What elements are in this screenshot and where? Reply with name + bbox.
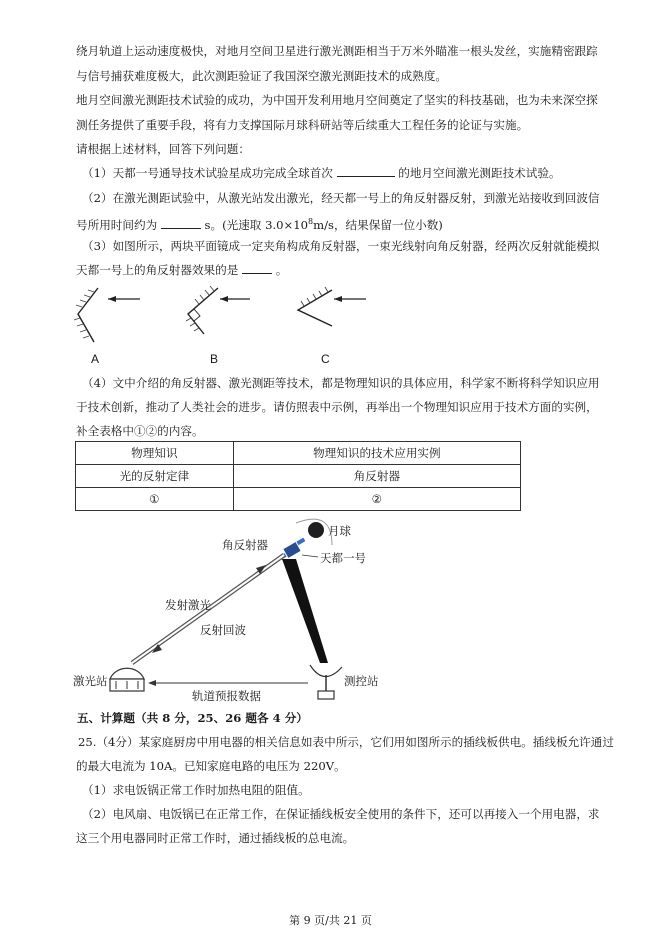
q25-line1: 25.（4分）某家庭厨房中用电器的相关信息如表中所示，它们用如图所示的插线板供电。插线板允许通过 bbox=[78, 735, 614, 749]
table-header-row bbox=[76, 442, 521, 465]
laser-station-icon bbox=[110, 668, 144, 691]
page-footer: 第 9 页/共 21 页 bbox=[289, 914, 372, 927]
emit-laser-label: 发射激光 bbox=[165, 598, 211, 612]
q25-sub1: （1）求电饭锅正常工作时加热电阻的阻值。 bbox=[82, 783, 310, 797]
table-header-cell: 物理知识的技术应用实例 bbox=[233, 442, 520, 465]
knowledge-table bbox=[75, 441, 521, 511]
option-c-diagram bbox=[298, 287, 366, 326]
table-cell: 角反射器 bbox=[233, 465, 520, 488]
q3-text-after: 。 bbox=[275, 263, 288, 277]
question-2-line1: （2）在激光测距试验中，从激光站发出激光，经天都一号上的角反射器反射，到激光站接收到回波信 bbox=[82, 191, 600, 205]
question-4-line2: 于技术创新，推动了人类社会的进步。请仿照表中示例，再举出一个物理知识应用于技术方面的实例， bbox=[76, 400, 598, 414]
control-station-label: 测控站 bbox=[344, 674, 379, 688]
table-cell-blank-2[interactable]: ② bbox=[233, 488, 520, 511]
satellite-label: 天都一号 bbox=[320, 551, 366, 565]
q3-text-before: 天都一号上的角反射器效果的是 bbox=[76, 263, 239, 277]
intro-p1-line1: 绕月轨道上运动速度极快，对地月空间卫星进行激光测距相当于万米外瞄准一根头发丝，实施精密跟踪 bbox=[76, 44, 598, 58]
q25-sub2-line2: 这三个用电器同时正常工作时，通过插线板的总电流。 bbox=[76, 831, 355, 845]
moon-label: 月球 bbox=[328, 524, 351, 538]
return-wave-label: 反射回波 bbox=[200, 623, 246, 637]
question-4-line1: （4）文中介绍的角反射器、激光测距等技术，都是物理知识的具体应用，科学家不断将科学知识应用 bbox=[82, 376, 600, 390]
q25-sub2-line1: （2）电风扇、电饭锅已在正常工作，在保证插线板安全使用的条件下，还可以再接入一个用电器，求 bbox=[82, 807, 600, 821]
intro-p1-line2: 与信号捕获难度极大，此次测距验证了我国深空激光测距技术的成熟度。 bbox=[76, 69, 448, 83]
table-cell-blank-1[interactable]: ① bbox=[76, 488, 234, 511]
section-title: 五、计算题（共 8 分，25、26 题各 4 分） bbox=[77, 711, 308, 725]
q1-text-after: 的地月空间激光测距技术试验。 bbox=[398, 166, 561, 180]
q2-exponent: 8 bbox=[308, 217, 314, 226]
question-1 bbox=[82, 165, 561, 181]
question-3-line2 bbox=[76, 262, 287, 278]
option-b-diagram bbox=[186, 286, 250, 334]
moon-icon bbox=[308, 522, 324, 538]
table-row bbox=[76, 465, 521, 488]
q2-text-before: 号所用时间约为 bbox=[76, 217, 158, 232]
option-a-label: A bbox=[91, 352, 100, 366]
control-station-icon bbox=[310, 665, 342, 699]
intro-p2-line1: 地月空间激光测距技术试验的成功，为中国开发利用地月空间奠定了坚实的科技基础，也为未来深空探 bbox=[76, 93, 598, 107]
option-c-label: C bbox=[321, 352, 330, 366]
intro-p2-line2: 测任务提供了重要手段，将有力支撑国际月球科研站等后续重大工程任务的论证与实施。 bbox=[76, 118, 529, 132]
question-2-line2 bbox=[76, 214, 443, 233]
table-cell: 光的反射定律 bbox=[76, 465, 234, 488]
q1-text-before: （1）天都一号通导技术试验星成功完成全球首次 bbox=[82, 166, 333, 180]
q2-text-tail: m/s，结果保留一位小数) bbox=[313, 217, 443, 232]
question-4-line3: 补全表格中①②的内容。 bbox=[76, 424, 204, 438]
reflector-label: 角反射器 bbox=[222, 538, 268, 552]
q3-answer-blank[interactable] bbox=[242, 262, 272, 274]
laser-station-label: 激光站 bbox=[73, 674, 108, 688]
q1-answer-blank[interactable] bbox=[337, 165, 395, 177]
option-a-diagram bbox=[74, 288, 140, 342]
question-prompt: 请根据上述材料，回答下列问题： bbox=[76, 142, 250, 156]
orbit-data-label: 轨道预报数据 bbox=[192, 689, 261, 703]
table-row bbox=[76, 488, 521, 511]
option-b-label: B bbox=[210, 352, 219, 366]
q2-answer-blank[interactable] bbox=[161, 217, 201, 229]
question-3-line1: （3）如图所示，两块平面镜成一定夹角构成角反射器，一束光线射向角反射器，经两次反射就能模拟 bbox=[82, 239, 600, 253]
q25-line2: 的最大电流为 10A。已知家庭电路的电压为 220V。 bbox=[76, 759, 346, 773]
q2-text-unit: s。(光速取 3.0×10 bbox=[204, 217, 308, 232]
table-header-cell: 物理知识 bbox=[76, 442, 234, 465]
